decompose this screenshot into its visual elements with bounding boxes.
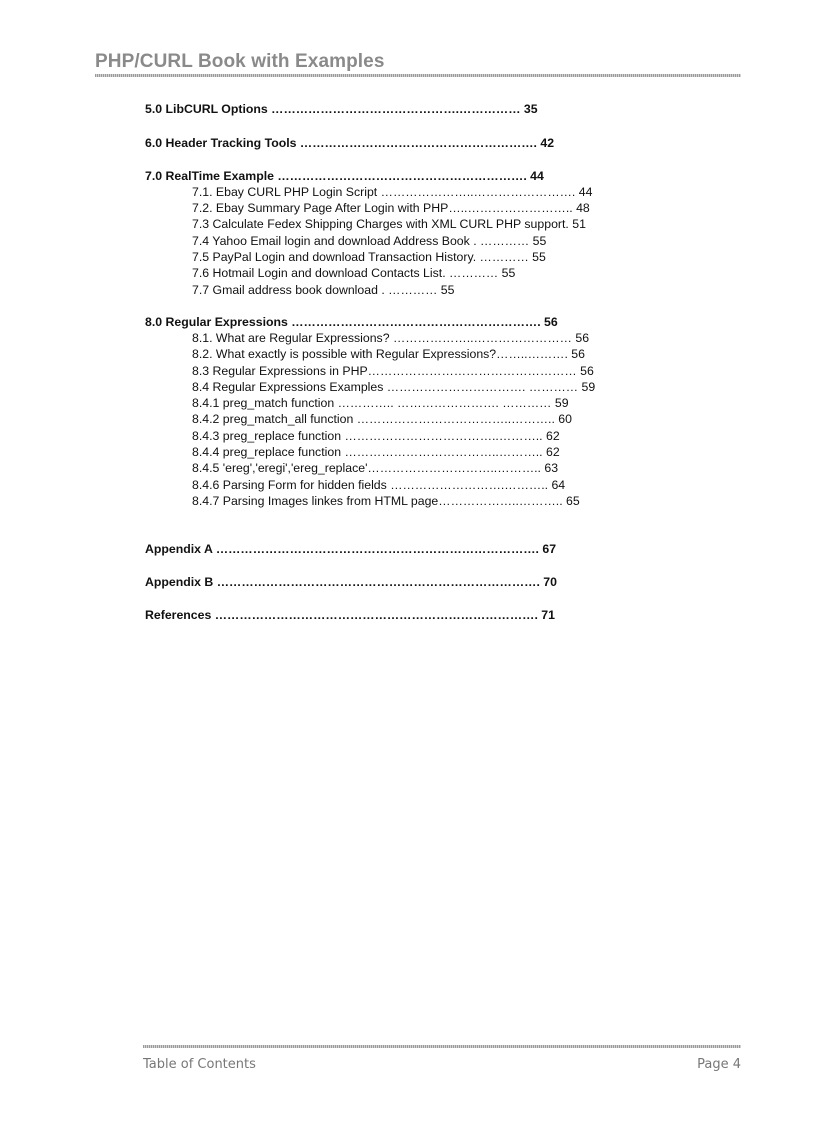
toc-subentry-regex-in-php: 8.3 Regular Expressions in PHP…………………………………………… 56 [192, 364, 594, 378]
toc-entry-appendix-a: Appendix A ……………………………………………………………………. 67 [145, 542, 557, 556]
toc-subentry-hotmail-login: 7.6 Hotmail Login and download Contacts List. ………… 55 [192, 266, 516, 280]
toc-entry-realtime-example: 7.0 RealTime Example ……………………………………………………. 44 [145, 169, 544, 183]
toc-subentry-parsing-images: 8.4.7 Parsing Images linkes from HTML page………………..……….. 65 [192, 494, 580, 508]
toc-subentry-preg-replace-1: 8.4.3 preg_replace function ………………………………..……….. 62 [192, 429, 560, 443]
footer-page-number: Page 4 [697, 1057, 741, 1072]
toc-subentry-fedex-shipping: 7.3 Calculate Fedex Shipping Charges with XML CURL PHP support. 51 [192, 217, 586, 231]
running-header-title: PHP/CURL Book with Examples [95, 51, 385, 72]
toc-subentry-preg-match-all: 8.4.2 preg_match_all function ………………………………..……….. 60 [192, 412, 572, 426]
footer-section-label: Table of Contents [143, 1057, 256, 1072]
toc-subentry-ereg: 8.4.5 'ereg','eregi','ereg_replace'…………………………..……….. 63 [192, 461, 559, 475]
toc-entry-references: References ……………………………………………………………………. 71 [145, 608, 555, 622]
toc-subentry-what-is-possible: 8.2. What exactly is possible with Regular Expressions?……..………. 56 [192, 347, 585, 361]
toc-entry-libcurl-options: 5.0 LibCURL Options ……………………………………….…………… 35 [145, 102, 538, 116]
toc-subentry-ebay-summary: 7.2. Ebay Summary Page After Login with PHP…..…………………….. 48 [192, 201, 590, 215]
toc-entry-header-tracking-tools: 6.0 Header Tracking Tools …………………………………………………. 42 [145, 136, 555, 150]
toc-subentry-paypal-login: 7.5 PayPal Login and download Transaction History. ………… 55 [192, 250, 546, 264]
toc-subentry-yahoo-email: 7.4 Yahoo Email login and download Address Book . ………… 55 [192, 234, 547, 248]
toc-subentry-ebay-login: 7.1. Ebay CURL PHP Login Script …………………..……………………. 44 [192, 185, 593, 199]
toc-subentry-gmail-address-book: 7.7 Gmail address book download . ………… 55 [192, 283, 455, 297]
toc-subentry-preg-match: 8.4.1 preg_match function ………….. ……………………. ………… 59 [192, 396, 569, 410]
toc-subentry-regex-examples: 8.4 Regular Expressions Examples ……………………………. ………… 59 [192, 380, 596, 394]
toc-subentry-parsing-form: 8.4.6 Parsing Form for hidden fields ……………………….……….. 64 [192, 478, 566, 492]
toc-subentry-preg-replace-2: 8.4.4 preg_replace function ………………………………..……….. 62 [192, 445, 560, 459]
toc-subentry-what-are-regex: 8.1. What are Regular Expressions? ………………..…………………… 56 [192, 331, 590, 345]
footer-divider [143, 1045, 741, 1048]
toc-entry-regular-expressions: 8.0 Regular Expressions ……………………………………………………. 56 [145, 315, 558, 329]
toc-entry-appendix-b: Appendix B ……………………………………………………………………. 70 [145, 575, 557, 589]
